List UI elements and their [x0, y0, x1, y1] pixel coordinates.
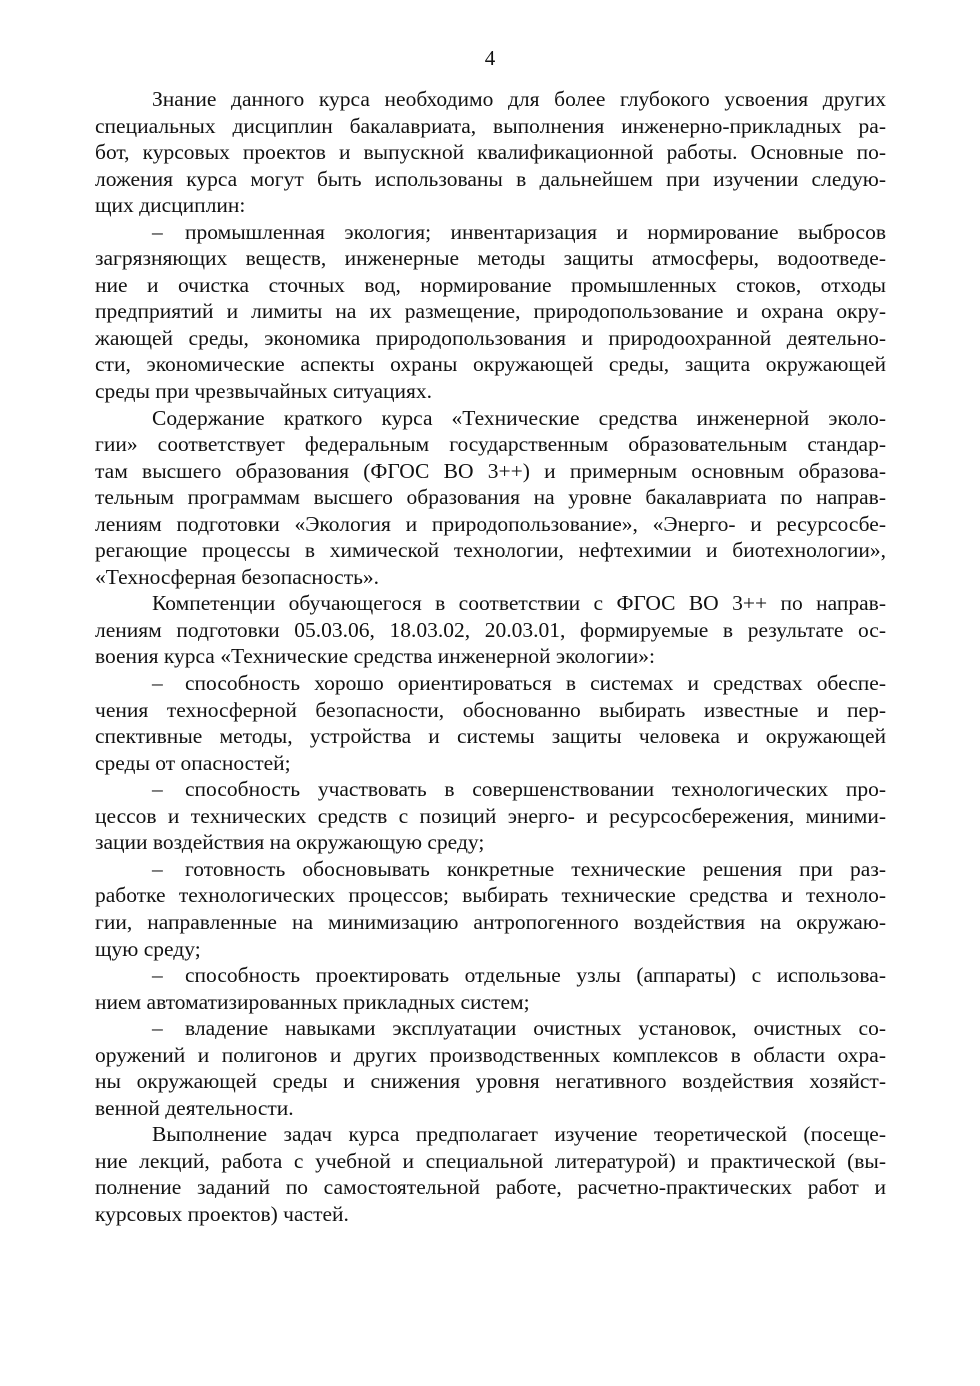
- text-line: ние и очистка сточных вод, нормирование промышленных стоков, отходы: [95, 272, 886, 297]
- paragraph: [95, 405, 886, 591]
- text-line: цессов и технических средств с позиций энерго- и ресурсосбережения, миними-: [95, 803, 886, 828]
- text-line-content: способность хорошо ориентироваться в системах и средствах обеспе-: [185, 671, 886, 696]
- paragraph: [95, 86, 886, 219]
- text-line: гии» соответствует федеральным государственным образовательным стандар-: [95, 432, 886, 457]
- text-line: воения курса «Технические средства инженерной экологии»:: [95, 644, 655, 669]
- text-line: там высшего образования (ФГОС ВО 3++) и примерным основным образова-: [95, 458, 886, 483]
- text-line: Компетенции обучающегося в соответствии с ФГОС ВО 3++ по направ-: [152, 591, 886, 616]
- text-line: среды от опасностей;: [95, 750, 291, 775]
- text-line: щих дисциплин:: [95, 193, 246, 218]
- text-line: предприятий и лимиты на их размещение, природопользование и охрана окру-: [95, 299, 886, 324]
- text-line: нием автоматизированных прикладных систем;: [95, 989, 530, 1014]
- text-line: загрязняющих веществ, инженерные методы защиты атмосферы, водоотведе-: [95, 246, 886, 271]
- text-line-content: способность участвовать в совершенствовании технологических про-: [185, 777, 886, 802]
- text-line: тельным программам высшего образования на уровне бакалавриата по направ-: [95, 485, 886, 510]
- paragraph: [95, 1121, 886, 1227]
- list-item: [95, 670, 886, 776]
- text-line: Знание данного курса необходимо для более глубокого усвоения других: [152, 87, 886, 111]
- text-line: гии, направленные на минимизацию антропогенного воздействия на окружаю-: [95, 909, 886, 934]
- list-dash: –: [152, 219, 163, 244]
- text-line: ложения курса могут быть использованы в дальнейшем при изучении следую-: [95, 166, 886, 191]
- text-line: курсовых проектов) частей.: [95, 1201, 349, 1226]
- list-dash: –: [152, 777, 163, 802]
- text-line: [95, 219, 886, 246]
- paragraph: [95, 590, 886, 670]
- text-line: лениям подготовки 05.03.06, 18.03.02, 20.03.01, формируемые в результате ос-: [95, 617, 886, 642]
- text-line: лениям подготовки «Экология и природопользование», «Энерго- и ресурсосбе-: [95, 511, 886, 536]
- text-line-content: промышленная экология; инвентаризация и нормирование выбросов: [185, 219, 886, 244]
- document-body: [95, 86, 886, 1228]
- text-line: оружений и полигонов и других производственных комплексов в области охра-: [95, 1042, 886, 1067]
- text-line: специальных дисциплин бакалавриата, выполнения инженерно-прикладных ра-: [95, 113, 886, 138]
- text-line: «Техносферная безопасность».: [95, 564, 380, 589]
- text-line: работке технологических процессов; выбирать технические средства и техноло-: [95, 883, 886, 908]
- list-item: [95, 962, 886, 1015]
- text-line: щую среду;: [95, 936, 201, 961]
- text-line-content: способность проектировать отдельные узлы (аппараты) с использова-: [185, 963, 886, 988]
- text-line: [95, 670, 886, 697]
- text-line: жающей среды, экономика природопользования и природоохранной деятельно-: [95, 325, 886, 350]
- list-item: [95, 1015, 886, 1121]
- page-number: 4: [484, 46, 496, 70]
- text-line: среды при чрезвычайных ситуациях.: [95, 379, 433, 404]
- text-line: регающие процессы в химической технологии, нефтехимии и биотехнологии»,: [95, 538, 886, 563]
- text-line: Содержание краткого курса «Технические средства инженерной эколо-: [152, 405, 886, 430]
- text-line: [95, 962, 886, 989]
- text-line: ние лекций, работа с учебной и специальной литературой) и практической (вы-: [95, 1148, 886, 1173]
- text-line: бот, курсовых проектов и выпускной квалификационной работы. Основные по-: [95, 140, 886, 165]
- text-line-content: готовность обосновывать конкретные технические решения при раз-: [185, 856, 886, 881]
- text-line: зации воздействия на окружающую среду;: [95, 830, 485, 855]
- list-dash: –: [152, 1016, 163, 1041]
- text-line: ны окружающей среды и снижения уровня негативного воздействия хозяйст-: [95, 1069, 886, 1094]
- text-line: спективные методы, устройства и системы защиты человека и окружающей: [95, 724, 886, 749]
- list-dash: –: [152, 963, 163, 988]
- text-line-content: владение навыками эксплуатации очистных установок, очистных со-: [185, 1016, 886, 1041]
- list-item: [95, 856, 886, 962]
- text-line: [95, 776, 886, 803]
- list-dash: –: [152, 671, 163, 696]
- list-item: [95, 776, 886, 856]
- text-line: полнение заданий по самостоятельной работе, расчетно-практических работ и: [95, 1175, 886, 1200]
- list-dash: –: [152, 856, 163, 881]
- text-line: чения техносферной безопасности, обоснованно выбирать известные и пер-: [95, 697, 886, 722]
- text-line: сти, экономические аспекты охраны окружающей среды, защита окружающей: [95, 352, 886, 377]
- list-item: [95, 219, 886, 405]
- text-line: Выполнение задач курса предполагает изучение теоретической (посеще-: [152, 1122, 886, 1147]
- text-line: [95, 856, 886, 883]
- text-line: [95, 1015, 886, 1042]
- text-line: венной деятельности.: [95, 1095, 294, 1120]
